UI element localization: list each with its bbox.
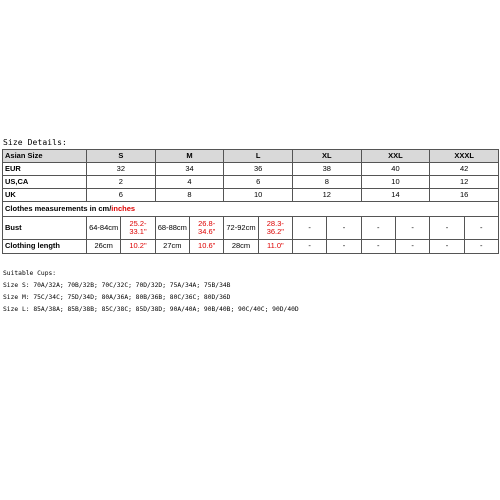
table-row [3, 163, 499, 176]
length-cm-cell: 28cm [224, 240, 258, 254]
table-cell: 12 [292, 189, 361, 202]
length-cm-cell: 27cm [155, 240, 189, 254]
table-cell: 34 [155, 163, 224, 176]
table-row [3, 189, 499, 202]
table-cell: 38 [292, 163, 361, 176]
length-inch-cell: - [327, 240, 361, 254]
size-header-cell: M [155, 150, 224, 163]
table-cell: 8 [155, 189, 224, 202]
table-cell: 6 [224, 176, 293, 189]
table-cell: 42 [430, 163, 499, 176]
corner-label: Asian Size [3, 150, 87, 163]
table-cell: 6 [87, 189, 156, 202]
cups-title: Suitable Cups: [3, 270, 57, 277]
measurements-section-row [3, 202, 499, 217]
bust-inch-cell: 26.8-34.6" [190, 217, 224, 240]
table-cell: 2 [87, 176, 156, 189]
table-cell: 16 [430, 189, 499, 202]
bust-inch-cell: - [464, 217, 498, 240]
table-cell: 12 [430, 176, 499, 189]
bust-cm-cell: 64-84cm [87, 217, 121, 240]
row-label: EUR [3, 163, 87, 176]
size-chart-table [2, 149, 499, 254]
table-cell: 40 [361, 163, 430, 176]
bust-inch-cell: 28.3-36.2" [258, 217, 292, 240]
length-inch-cell: 10.2" [121, 240, 155, 254]
bust-inch-cell: - [395, 217, 429, 240]
clothing-length-row [3, 240, 499, 254]
row-label: Bust [3, 217, 87, 240]
length-cm-cell: - [292, 240, 326, 254]
size-header-cell: XL [292, 150, 361, 163]
table-cell: 4 [155, 176, 224, 189]
table-row [3, 176, 499, 189]
length-inch-cell: 11.0" [258, 240, 292, 254]
size-header-cell: XXXL [430, 150, 499, 163]
bust-cm-cell: 68-88cm [155, 217, 189, 240]
length-cm-cell: 26cm [87, 240, 121, 254]
measurements-title [3, 202, 499, 217]
length-cm-cell: - [361, 240, 395, 254]
row-label: UK [3, 189, 87, 202]
length-inch-cell: - [464, 240, 498, 254]
table-cell: 36 [224, 163, 293, 176]
measurements-title-prefix: Clothes measurements in cm/ [5, 203, 112, 213]
size-header-cell: XXL [361, 150, 430, 163]
length-cm-cell: - [430, 240, 464, 254]
bust-inch-cell: - [327, 217, 361, 240]
bust-cm-cell: 72-92cm [224, 217, 258, 240]
bust-row [3, 217, 499, 240]
table-header-row [3, 150, 499, 163]
table-cell: 10 [224, 189, 293, 202]
size-header-cell: S [87, 150, 156, 163]
length-inch-cell: - [395, 240, 429, 254]
cups-line-size-m: Size M: 75C/34C; 75D/34D; 80A/36A; 80B/36B; 80C/36C; 80D/36D [3, 294, 231, 301]
page-heading: Size Details: [3, 138, 67, 147]
table-cell: 10 [361, 176, 430, 189]
bust-cm-cell: - [361, 217, 395, 240]
table-cell: 8 [292, 176, 361, 189]
table-cell: 14 [361, 189, 430, 202]
cups-line-size-s: Size S: 70A/32A; 70B/32B; 70C/32C; 70D/32D; 75A/34A; 75B/34B [3, 282, 231, 289]
table-cell: 32 [87, 163, 156, 176]
length-inch-cell: 10.6" [190, 240, 224, 254]
cups-line-size-l: Size L: 85A/38A; 85B/38B; 85C/38C; 85D/38D; 90A/40A; 90B/40B; 90C/40C; 90D/40D [3, 306, 299, 313]
bust-cm-cell: - [292, 217, 326, 240]
bust-inch-cell: 25.2-33.1" [121, 217, 155, 240]
measurements-title-unit: inches [111, 203, 136, 213]
size-header-cell: L [224, 150, 293, 163]
row-label: US,CA [3, 176, 87, 189]
row-label: Clothing length [3, 240, 87, 254]
suitable-cups-section [3, 268, 299, 316]
bust-cm-cell: - [430, 217, 464, 240]
